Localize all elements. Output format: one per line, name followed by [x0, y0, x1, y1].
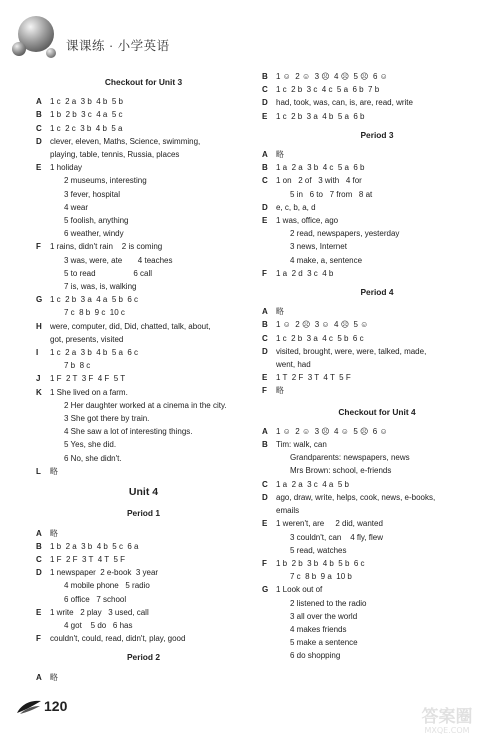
- question-label: F: [262, 268, 267, 278]
- answer-line: [36, 606, 251, 619]
- question-label: A: [262, 150, 268, 160]
- indent: [276, 623, 290, 636]
- answer-text: 6 office 7 school: [64, 594, 127, 604]
- right-answer-column: [262, 70, 492, 663]
- indent: [50, 174, 64, 187]
- indent: [276, 451, 290, 464]
- question-label: B: [262, 440, 268, 450]
- question-label: [262, 188, 276, 201]
- indent: [50, 593, 64, 606]
- question-label: H: [36, 321, 42, 331]
- answer-line: [262, 371, 492, 384]
- answer-text: 2 listened to the radio: [290, 598, 367, 608]
- sphere-small-icon: [12, 42, 26, 56]
- indent: [276, 544, 290, 557]
- indent: [276, 649, 290, 662]
- question-label: [262, 649, 276, 662]
- answer-line: [36, 566, 251, 579]
- indent: [50, 359, 64, 372]
- answer-text: 1 c 2 a 3 b 4 b 5 a 6 c: [50, 348, 139, 358]
- answer-line: [36, 540, 251, 553]
- question-label: I: [36, 348, 39, 358]
- question-label: G: [36, 295, 43, 305]
- section-heading: Period 2: [126, 652, 161, 663]
- answer-line: [36, 386, 251, 399]
- answer-text: 3 all over the world: [290, 611, 358, 621]
- answer-line: [36, 293, 251, 306]
- answer-text: 1 newspaper 2 e-book 3 year: [50, 568, 159, 578]
- answer-text: 2 museums, interesting: [64, 176, 147, 186]
- answer-text: 4 mobile phone 5 radio: [64, 581, 150, 591]
- question-label: [262, 623, 276, 636]
- answer-text: 7 c 8 b 9 c 10 c: [64, 308, 125, 318]
- answer-line: [36, 399, 251, 412]
- answer-text: 1 F 2 T 3 F 4 F 5 T: [50, 374, 126, 384]
- answer-line: [36, 201, 251, 214]
- question-label: [36, 619, 50, 632]
- answer-line: [36, 188, 251, 201]
- answer-line: [36, 438, 251, 451]
- answer-line: [262, 70, 492, 83]
- question-label: F: [262, 558, 267, 568]
- answer-text: 1 c 2 b 3 a 4 b 5 a 6 b: [276, 111, 365, 121]
- question-label: C: [36, 123, 42, 133]
- question-label: G: [262, 585, 269, 595]
- indent: [50, 579, 64, 592]
- question-label: [36, 438, 50, 451]
- answer-line: [262, 148, 492, 161]
- answer-line: [262, 649, 492, 662]
- answer-text: 1 ☺ 2 ☹ 3 ☺ 4 ☹ 5 ☺: [276, 320, 369, 330]
- answer-line: [262, 504, 492, 517]
- answer-text: 6 No, she didn't.: [64, 453, 122, 463]
- question-label: [262, 570, 276, 583]
- indent: [50, 267, 64, 280]
- answer-text: 1 She lived on a farm.: [50, 387, 128, 397]
- answer-line: [36, 425, 251, 438]
- answer-text: 1 ☺ 2 ☺ 3 ☹ 4 ☹ 5 ☹ 6 ☺: [276, 72, 388, 81]
- answer-text: 1 b 2 a 3 b 4 b 5 c 6 a: [50, 541, 139, 551]
- answer-line: [36, 267, 251, 280]
- answer-text: 1 b 2 b 3 b 4 b 5 b 6 c: [276, 558, 365, 568]
- question-label: C: [262, 85, 268, 95]
- question-label: F: [36, 242, 41, 252]
- question-label: C: [262, 479, 268, 489]
- answer-text: 1 c 2 c 3 b 4 b 5 a: [50, 123, 123, 133]
- question-label: [36, 306, 50, 319]
- answer-line: [36, 306, 251, 319]
- question-label: [262, 531, 276, 544]
- answer-line: [262, 201, 492, 214]
- question-label: [36, 333, 50, 346]
- answer-line: [262, 384, 492, 397]
- question-label: A: [262, 426, 268, 436]
- answer-line: [262, 557, 492, 570]
- answer-line: [36, 280, 251, 293]
- question-label: [36, 201, 50, 214]
- question-label: [36, 399, 50, 412]
- answer-text: 2 read, newspapers, yesterday: [290, 229, 400, 239]
- answer-text: 4 wear: [64, 202, 89, 212]
- question-label: L: [36, 466, 41, 476]
- answer-line: [262, 438, 492, 451]
- section-heading: Period 3: [360, 129, 394, 140]
- answer-text: 3 was, were, ate 4 teaches: [64, 255, 173, 265]
- answer-text: Grandparents: newspapers, news: [290, 453, 410, 463]
- question-label: [36, 188, 50, 201]
- question-label: [36, 425, 50, 438]
- answer-line: [36, 174, 251, 187]
- watermark-logo: [402, 702, 492, 736]
- answer-line: [262, 531, 492, 544]
- question-label: D: [36, 136, 42, 146]
- question-label: E: [36, 607, 42, 617]
- answer-text: 5 read, watches: [290, 545, 347, 555]
- book-title: 课课练 · 小学英语: [66, 39, 170, 53]
- question-label: [262, 610, 276, 623]
- question-label: A: [36, 672, 42, 682]
- question-label: [262, 464, 276, 477]
- answer-text: 3 news, Internet: [290, 242, 347, 252]
- answer-line: [262, 478, 492, 491]
- answer-line: [36, 333, 251, 346]
- answer-text: 1 c 2 a 3 b 4 b 5 b: [50, 97, 123, 107]
- answer-line: [36, 122, 251, 135]
- svg-text:答案圈: 答案圈: [421, 707, 473, 727]
- answer-line: [262, 227, 492, 240]
- indent: [50, 425, 64, 438]
- answer-text: 1 a 2 a 3 b 4 c 5 a 6 b: [276, 163, 365, 173]
- answer-line: [36, 240, 251, 253]
- question-label: [262, 544, 276, 557]
- answer-line: [262, 240, 492, 253]
- section-heading: Checkout for Unit 4: [338, 406, 416, 417]
- answer-line: [262, 425, 492, 438]
- answer-line: [262, 491, 492, 504]
- indent: [50, 412, 64, 425]
- answer-line: [262, 610, 492, 623]
- answer-line: [36, 227, 251, 240]
- answer-text: 2 Her daughter worked at a cinema in the city.: [64, 400, 227, 410]
- answer-text: 1 rains, didn't rain 2 is coming: [50, 242, 163, 252]
- answer-line: [262, 570, 492, 583]
- question-label: [36, 148, 50, 161]
- question-label: [36, 579, 50, 592]
- answer-line: [36, 412, 251, 425]
- question-label: [262, 504, 276, 517]
- question-label: D: [262, 492, 268, 502]
- indent: [276, 254, 290, 267]
- answer-line: [262, 544, 492, 557]
- question-label: [36, 593, 50, 606]
- answer-text: 1 c 2 b 3 a 4 a 5 b 6 c: [50, 295, 139, 305]
- answer-text: Mrs Brown: school, e-friends: [290, 466, 392, 476]
- question-label: [262, 240, 276, 253]
- answer-line: [262, 83, 492, 96]
- answer-text: emails: [276, 506, 300, 516]
- answer-text: 7 c 8 b 9 a 10 b: [290, 572, 352, 582]
- answer-line: [262, 332, 492, 345]
- indent: [50, 399, 64, 412]
- indent: [50, 306, 64, 319]
- question-label: [36, 412, 50, 425]
- question-label: E: [36, 163, 42, 173]
- section-heading: Unit 4: [128, 486, 159, 499]
- answer-line: [262, 254, 492, 267]
- answer-text: 1 a 2 a 3 c 4 a 5 b: [276, 479, 349, 489]
- answer-line: [262, 464, 492, 477]
- indent: [50, 201, 64, 214]
- answer-line: [262, 188, 492, 201]
- indent: [50, 438, 64, 451]
- answer-text: 1 holiday: [50, 163, 83, 173]
- indent: [276, 610, 290, 623]
- question-label: [262, 227, 276, 240]
- answer-text: were, computer, did, Did, chatted, talk, about,: [50, 321, 211, 331]
- indent: [276, 570, 290, 583]
- answer-line: [36, 214, 251, 227]
- sphere-tiny-icon: [46, 48, 56, 58]
- answer-line: [36, 553, 251, 566]
- question-label: [36, 174, 50, 187]
- question-label: J: [36, 374, 41, 384]
- answer-text: 1 on 2 of 3 with 4 for: [276, 176, 362, 186]
- question-label: B: [262, 163, 268, 173]
- question-label: E: [262, 216, 268, 226]
- answer-line: [36, 671, 251, 684]
- question-label: A: [36, 528, 42, 538]
- indent: [276, 464, 290, 477]
- answer-line: [262, 161, 492, 174]
- page-number: 120: [44, 698, 68, 714]
- answer-line: [262, 517, 492, 530]
- answer-line: [36, 254, 251, 267]
- indent: [50, 452, 64, 465]
- answer-line: [262, 636, 492, 649]
- answer-text: 4 She saw a lot of interesting things.: [64, 427, 193, 437]
- question-label: A: [262, 307, 268, 317]
- answer-text: 7 b 8 c: [64, 361, 91, 371]
- question-label: [262, 636, 276, 649]
- answer-line: [36, 320, 251, 333]
- answer-line: [36, 593, 251, 606]
- question-label: E: [262, 373, 268, 383]
- answer-line: [262, 451, 492, 464]
- answer-text: 1 weren't, are 2 did, wanted: [276, 519, 383, 529]
- answer-line: [262, 96, 492, 109]
- answer-text: went, had: [276, 360, 311, 370]
- indent: [50, 188, 64, 201]
- indent: [50, 280, 64, 293]
- answer-line: [36, 527, 251, 540]
- question-label: D: [262, 98, 268, 108]
- question-label: [36, 254, 50, 267]
- answer-text: 1 c 2 b 3 a 4 c 5 b 6 c: [276, 333, 364, 343]
- svg-text:MXQE.COM: MXQE.COM: [424, 726, 470, 735]
- answer-line: [262, 110, 492, 123]
- section-heading: Period 4: [360, 287, 394, 298]
- question-label: [36, 359, 50, 372]
- answer-text: couldn't, could, read, didn't, play, good: [50, 634, 186, 644]
- answer-line: [262, 174, 492, 187]
- answer-line: [262, 583, 492, 596]
- question-label: D: [262, 346, 268, 356]
- answer-text: 1 ☺ 2 ☺ 3 ☹ 4 ☺ 5 ☹ 6 ☺: [276, 426, 388, 436]
- answer-text: 1 a 2 d 3 c 4 b: [276, 268, 334, 278]
- leaf-decoration-icon: [16, 699, 42, 715]
- answer-line: [262, 597, 492, 610]
- question-label: B: [36, 110, 42, 120]
- question-label: [36, 267, 50, 280]
- answer-line: [36, 135, 251, 148]
- answer-line: [36, 452, 251, 465]
- answer-line: [36, 95, 251, 108]
- answer-line: [262, 623, 492, 636]
- answer-line: [36, 465, 251, 478]
- answer-line: [36, 108, 251, 121]
- question-label: B: [262, 72, 268, 81]
- answer-text: got, presents, visited: [50, 334, 124, 344]
- question-label: [36, 452, 50, 465]
- answer-text: 1 Look out of: [276, 585, 323, 595]
- question-label: B: [36, 541, 42, 551]
- answer-text: clever, eleven, Maths, Science, swimming,: [50, 136, 201, 146]
- answer-line: [262, 214, 492, 227]
- answer-text: 6 do shopping: [290, 651, 341, 661]
- answer-line: [36, 161, 251, 174]
- answer-line: [262, 318, 492, 331]
- answer-line: [36, 148, 251, 161]
- answer-text: 1 c 2 b 3 c 4 c 5 a 6 b 7 b: [276, 85, 380, 95]
- question-label: A: [36, 97, 42, 107]
- answer-line: [36, 346, 251, 359]
- question-label: F: [262, 386, 267, 396]
- answer-text: 5 foolish, anything: [64, 216, 129, 226]
- answer-line: [262, 267, 492, 280]
- question-label: E: [262, 519, 268, 529]
- question-label: C: [36, 554, 42, 564]
- question-label: D: [36, 568, 42, 578]
- answer-text: 5 to read 6 call: [64, 268, 153, 278]
- answer-text: had, took, was, can, is, are, read, write: [276, 98, 413, 108]
- answer-text: 4 makes friends: [290, 624, 347, 634]
- answer-line: [262, 358, 492, 371]
- indent: [276, 636, 290, 649]
- indent: [50, 254, 64, 267]
- answer-text: 3 couldn't, can 4 fly, flew: [290, 532, 383, 542]
- question-label: D: [262, 202, 268, 212]
- question-label: [262, 358, 276, 371]
- answer-text: 略: [276, 307, 284, 317]
- answer-text: 略: [276, 150, 284, 160]
- answer-text: 6 weather, windy: [64, 229, 124, 239]
- indent: [276, 240, 290, 253]
- indent: [50, 214, 64, 227]
- indent: [276, 597, 290, 610]
- question-label: B: [262, 320, 268, 330]
- question-label: K: [36, 387, 42, 397]
- question-label: E: [262, 111, 268, 121]
- question-label: [262, 597, 276, 610]
- answer-text: 5 make a sentence: [290, 638, 358, 648]
- answer-text: 4 got 5 do 6 has: [64, 620, 133, 630]
- answer-line: [262, 305, 492, 318]
- answer-text: Tim: walk, can: [276, 440, 327, 450]
- answer-text: 7 is, was, is, walking: [64, 282, 137, 292]
- answer-line: [36, 579, 251, 592]
- answer-text: 1 write 2 play 3 used, call: [50, 607, 149, 617]
- indent: [50, 227, 64, 240]
- question-label: F: [36, 634, 41, 644]
- answer-text: 1 F 2 F 3 T 4 T 5 F: [50, 554, 125, 564]
- answer-line: [262, 345, 492, 358]
- answer-text: 4 make, a, sentence: [290, 255, 363, 265]
- answer-line: [36, 372, 251, 385]
- answer-text: 3 She got there by train.: [64, 414, 150, 424]
- answer-line: [36, 359, 251, 372]
- answer-line: [36, 619, 251, 632]
- answer-text: 略: [276, 386, 284, 396]
- question-label: [36, 280, 50, 293]
- question-label: [36, 214, 50, 227]
- indent: [276, 188, 290, 201]
- answer-text: 1 b 2 b 3 c 4 a 5 c: [50, 110, 123, 120]
- answer-line: [36, 632, 251, 645]
- indent: [276, 227, 290, 240]
- page-header: [0, 0, 500, 70]
- indent: [50, 619, 64, 632]
- question-label: C: [262, 176, 268, 186]
- section-heading: Period 1: [126, 508, 161, 519]
- question-label: [262, 254, 276, 267]
- answer-text: ago, draw, write, helps, cook, news, e-books,: [276, 492, 436, 502]
- section-heading: Checkout for Unit 3: [104, 77, 183, 87]
- answer-text: 1 T 2 F 3 T 4 T 5 F: [276, 373, 351, 383]
- answer-text: playing, table, tennis, Russia, places: [50, 150, 180, 160]
- question-label: [36, 227, 50, 240]
- answer-text: 1 was, office, ago: [276, 216, 339, 226]
- answer-text: visited, brought, were, were, talked, made,: [276, 346, 427, 356]
- answer-text: 5 Yes, she did.: [64, 440, 117, 450]
- question-label: C: [262, 333, 268, 343]
- answer-text: 略: [50, 528, 58, 538]
- answer-text: 略: [50, 672, 58, 682]
- question-label: [262, 451, 276, 464]
- left-answer-column: [36, 70, 251, 684]
- answer-text: e, c, b, a, d: [276, 202, 316, 212]
- answer-text: 5 in 6 to 7 from 8 at: [290, 189, 373, 199]
- indent: [276, 531, 290, 544]
- answer-text: 3 fever, hospital: [64, 189, 121, 199]
- answer-text: 略: [50, 466, 58, 476]
